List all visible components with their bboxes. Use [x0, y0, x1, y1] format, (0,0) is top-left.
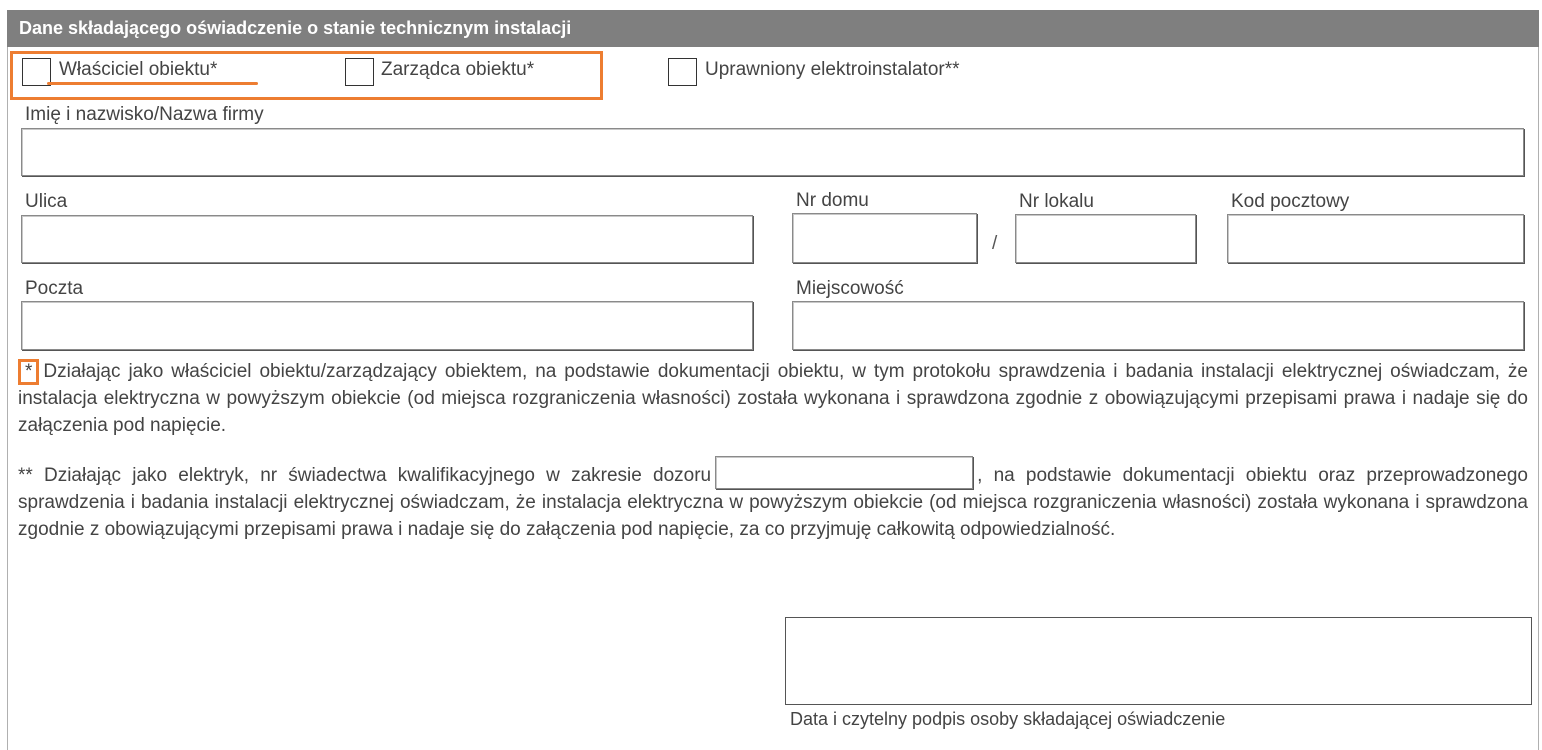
signature-box[interactable] — [785, 617, 1532, 705]
city-label: Miejscowość — [796, 278, 904, 299]
electrician-checkbox[interactable] — [668, 58, 697, 86]
manager-checkbox-label[interactable]: Zarządca obiektu* — [381, 59, 535, 80]
address-number-separator: / — [992, 233, 998, 254]
post-office-label: Poczta — [25, 278, 84, 299]
electrician-declaration-text-start: ** Działając jako elektryk, nr świadectwa kwalifikacyjnego w zakresie dozoru — [18, 465, 712, 486]
street-label: Ulica — [25, 191, 68, 212]
electrician-declaration-text-end: , na podstawie dokumentacji obiektu oraz przeprowadzonego sprawdzenia i badania instalacji elektrycznej oświadczam, że instalacja elektryczna w powyższym obiekcie (od miejsca rozgraniczenia własności) została wykonana i sprawdzona zgodnie z obowiązującymi przepisami prawa i nadaje się do załączenia pod napięcie, za co przyjmuję całkowitą odpowiedzialność. — [18, 465, 1528, 540]
name-label: Imię i nazwisko/Nazwa firmy — [25, 104, 264, 125]
form-left-border — [7, 10, 8, 750]
house-number-label: Nr domu — [796, 190, 869, 211]
postal-code-label: Kod pocztowy — [1231, 191, 1350, 212]
certificate-number-input[interactable] — [715, 456, 973, 489]
electrician-checkbox-label[interactable]: Uprawniony elektroinstalator** — [705, 59, 960, 80]
street-input[interactable] — [21, 215, 753, 263]
name-input[interactable] — [21, 128, 1524, 176]
highlight-frame — [10, 51, 603, 100]
post-office-input[interactable] — [21, 301, 753, 350]
apartment-number-input[interactable] — [1015, 214, 1196, 263]
owner-declaration-marker: * — [18, 359, 39, 385]
house-number-input[interactable] — [792, 213, 977, 263]
owner-checkbox-label[interactable]: Właściciel obiektu* — [59, 59, 218, 80]
section-header: Dane składającego oświadczenie o stanie technicznym instalacji — [7, 10, 1539, 47]
owner-declaration-text: Działając jako właściciel obiektu/zarządzający obiektem, na podstawie dokumentacji obiektu, w tym protokołu sprawdzenia i badania instalacji elektrycznej oświadczam, że instalacja elektryczna w powyższym obiekcie (od miejsca rozgraniczenia własności) została wykonana i sprawdzona zgodnie z obowiązującymi przepisami prawa i nadaje się do załączenia pod napięcie. — [18, 361, 1528, 436]
signature-caption: Data i czytelny podpis osoby składającej oświadczenie — [790, 709, 1226, 729]
postal-code-input[interactable] — [1227, 214, 1524, 263]
city-input[interactable] — [792, 301, 1524, 350]
highlight-underline — [47, 82, 258, 85]
form-right-border — [1538, 10, 1539, 750]
apartment-number-label: Nr lokalu — [1019, 191, 1094, 212]
electrician-declaration — [18, 456, 1528, 543]
owner-declaration — [18, 358, 1528, 439]
